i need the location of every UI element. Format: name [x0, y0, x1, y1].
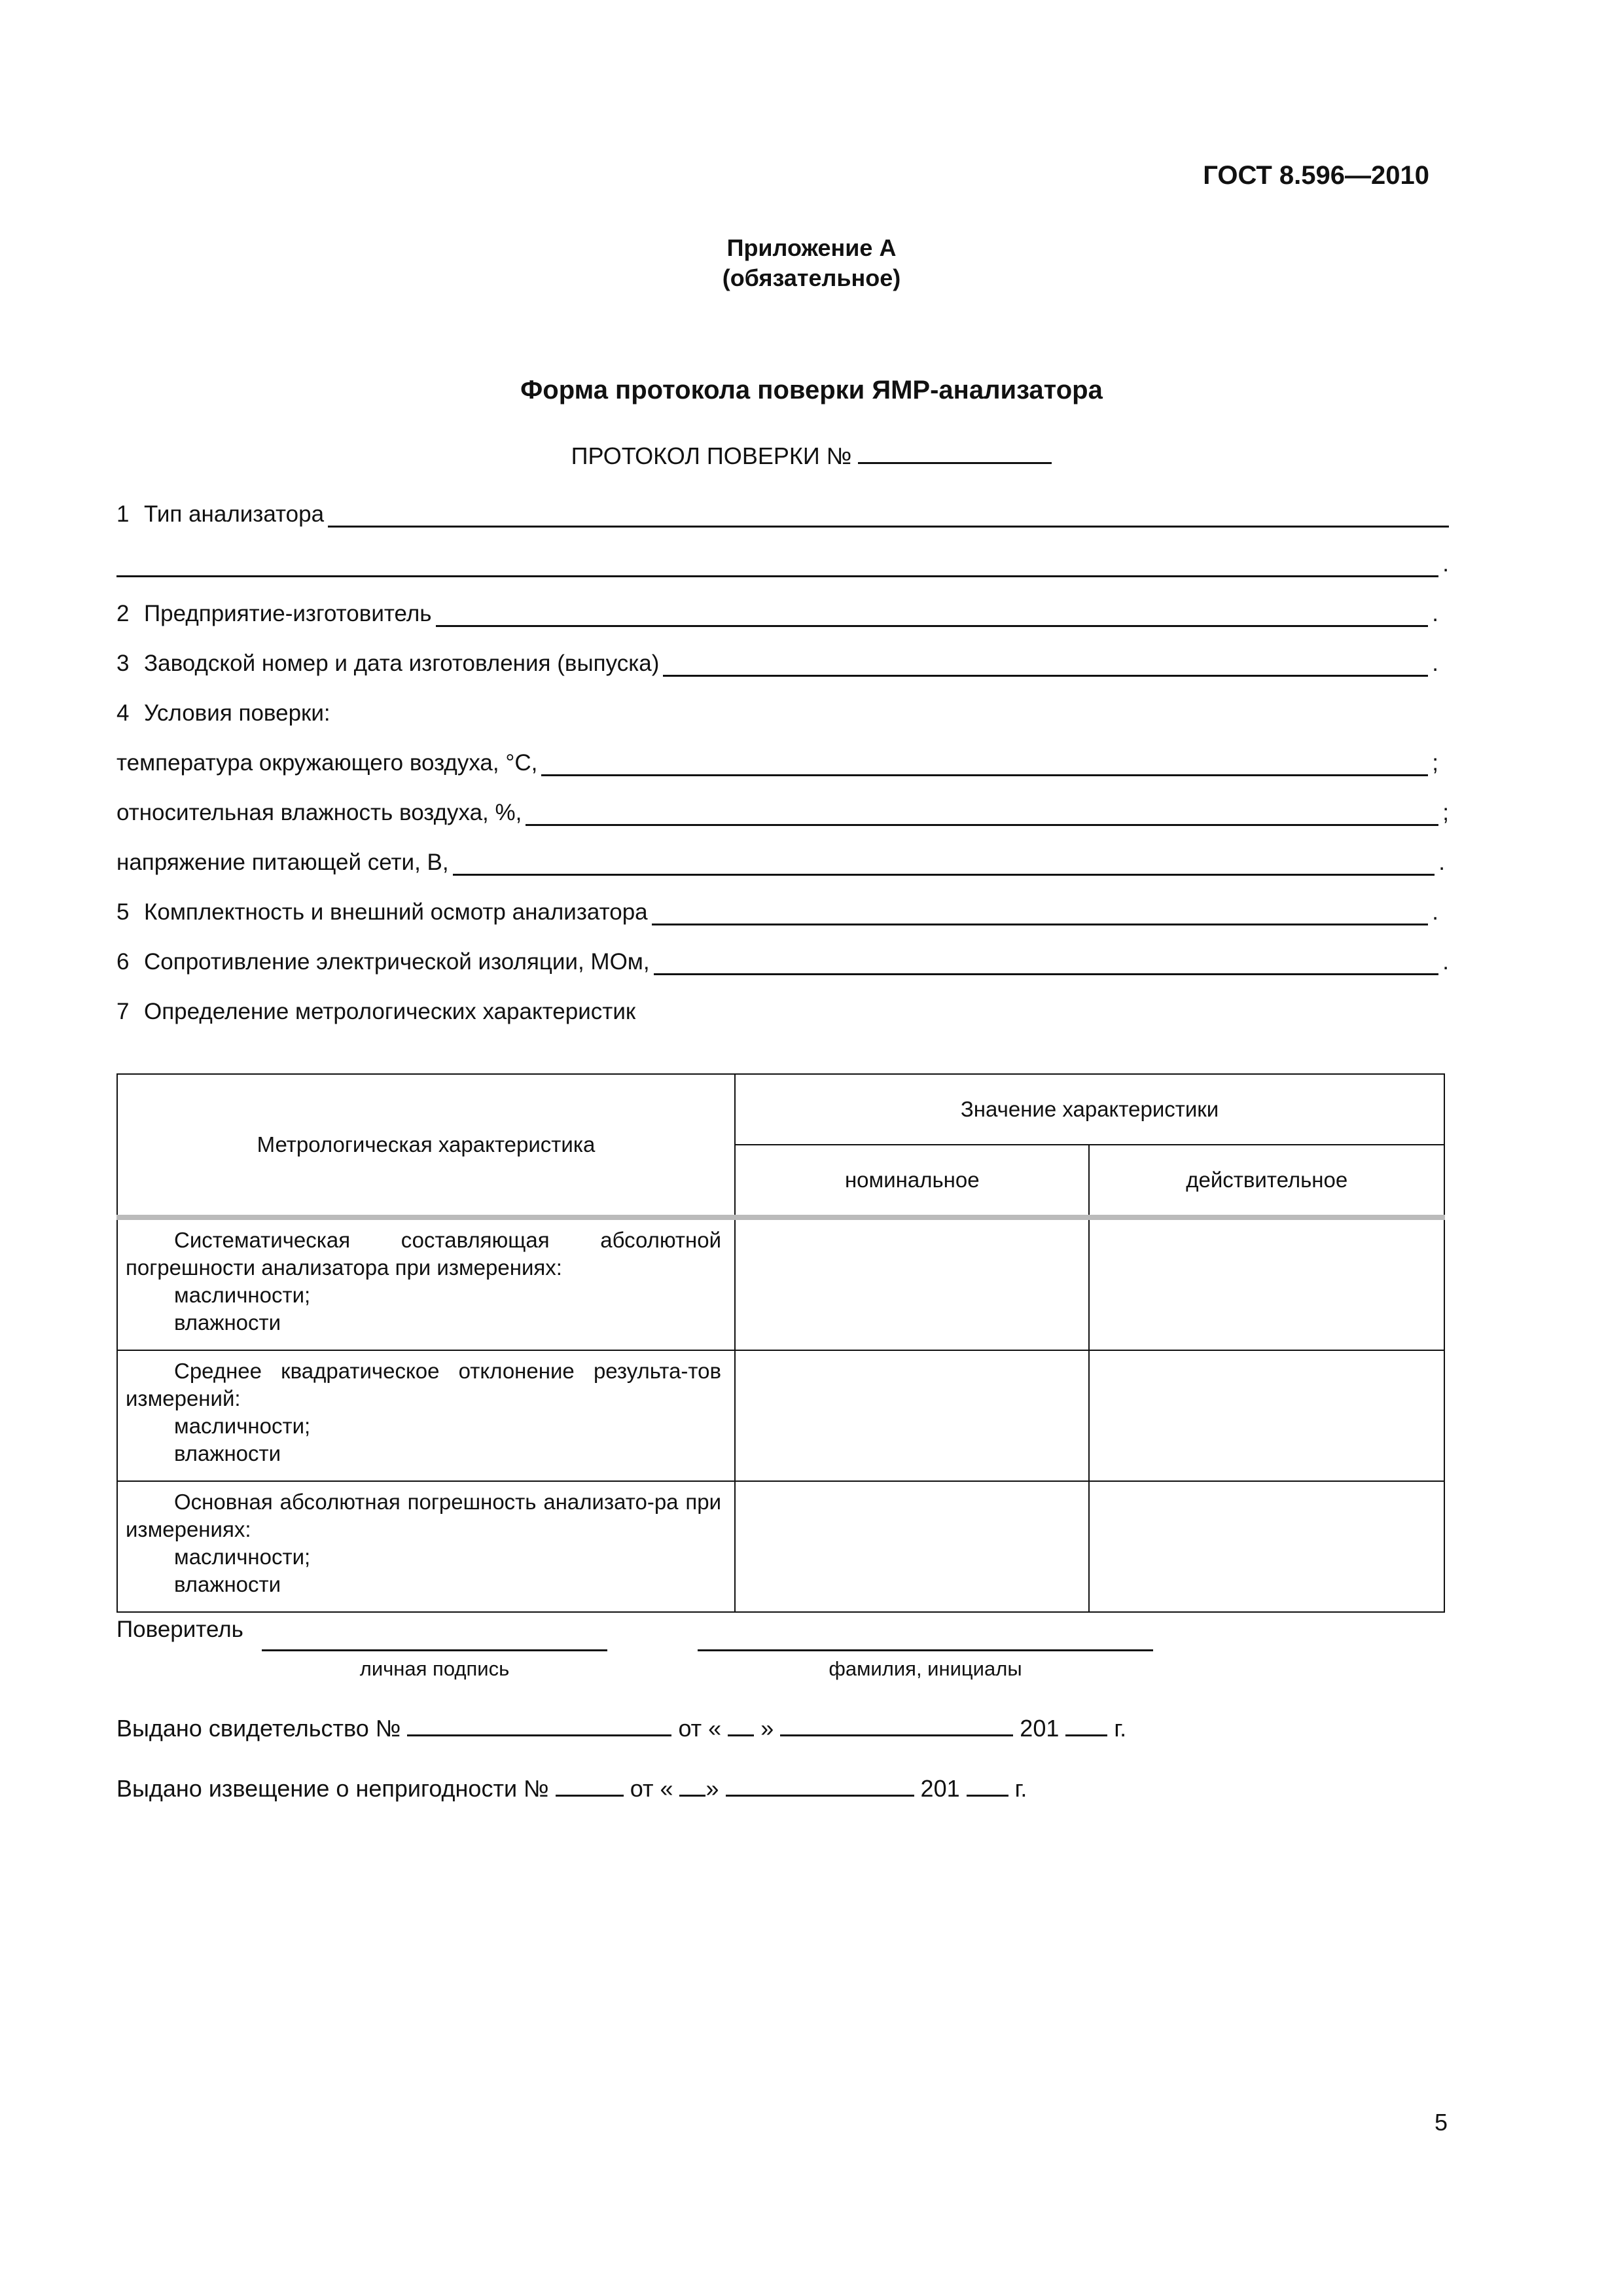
- item-conditions: [116, 695, 1438, 726]
- header-actual: действительное: [1089, 1145, 1444, 1217]
- notice-month-field[interactable]: [726, 1774, 914, 1797]
- notice-label: Выдано извещение о непригодности №: [116, 1775, 549, 1802]
- item-number: 6: [116, 949, 130, 975]
- notice-year-suffix: г.: [1014, 1775, 1027, 1802]
- item-number: 1: [116, 501, 130, 527]
- voltage-field[interactable]: [453, 849, 1435, 876]
- table-row: [117, 1481, 1444, 1612]
- line-end: .: [1442, 551, 1449, 577]
- actual-value-cell[interactable]: [1089, 1350, 1444, 1481]
- page-number: 5: [1434, 2109, 1448, 2136]
- certificate-label: Выдано свидетельство №: [116, 1715, 401, 1742]
- line-end: .: [1432, 651, 1438, 676]
- line-end: ;: [1432, 750, 1438, 776]
- characteristic-text: Основная абсолютная погрешность анализато-ра при измерениях:: [126, 1490, 722, 1541]
- temperature-field[interactable]: [541, 749, 1428, 776]
- notice-from: от «: [630, 1775, 673, 1802]
- item-completeness: [116, 894, 1438, 925]
- item-label: Определение метрологических характеристик: [144, 999, 636, 1024]
- name-field[interactable]: [698, 1648, 1153, 1651]
- notice-year-prefix: 201: [920, 1775, 960, 1802]
- completeness-field[interactable]: [652, 899, 1429, 925]
- characteristic-sub: масличности;: [174, 1414, 311, 1438]
- item-number: 5: [116, 899, 130, 925]
- header-nominal: номинальное: [735, 1145, 1089, 1217]
- item-label: Комплектность и внешний осмотр анализатора: [144, 899, 648, 925]
- certificate-line: [116, 1713, 1126, 1742]
- signature-caption: личная подпись: [359, 1657, 510, 1680]
- annex-title: Приложение А: [726, 234, 897, 261]
- item-number: 7: [116, 999, 130, 1024]
- item-number: 3: [116, 651, 130, 676]
- humidity-field[interactable]: [526, 799, 1438, 826]
- manufacturer-field[interactable]: [436, 600, 1429, 627]
- header-characteristic: Метрологическая характеристика: [117, 1074, 735, 1217]
- nominal-value-cell[interactable]: [735, 1481, 1089, 1612]
- item-analyzer-type-continuation: [116, 546, 1449, 577]
- notice-number-field[interactable]: [556, 1774, 624, 1797]
- line-end: .: [1432, 601, 1438, 626]
- metrology-table: [116, 1073, 1445, 1613]
- certificate-number-field[interactable]: [407, 1713, 671, 1736]
- verifier-label: Поверитель: [116, 1617, 243, 1642]
- certificate-year-suffix: г.: [1114, 1715, 1127, 1742]
- protocol-heading: [0, 440, 1623, 470]
- annex-status: (обязательное): [722, 264, 901, 291]
- certificate-quote: »: [760, 1715, 774, 1742]
- characteristic-text: Систематическая составляющая абсолютной погрешности анализатора при измерениях:: [126, 1228, 722, 1280]
- item-metrology: [116, 994, 1438, 1025]
- condition-label: относительная влажность воздуха, %,: [116, 800, 522, 825]
- line-end: .: [1432, 899, 1438, 925]
- item-number: 4: [116, 700, 130, 726]
- actual-value-cell[interactable]: [1089, 1217, 1444, 1350]
- table-header-row: [117, 1074, 1444, 1145]
- characteristic-text: Среднее квадратическое отклонение результа-тов измерений:: [126, 1359, 722, 1410]
- characteristic-cell: [117, 1481, 735, 1612]
- characteristic-cell: [117, 1350, 735, 1481]
- name-caption: фамилия, инициалы: [829, 1657, 1022, 1680]
- item-label: Тип анализатора: [144, 501, 325, 527]
- line-end: .: [1442, 949, 1449, 975]
- protocol-label: ПРОТОКОЛ ПОВЕРКИ №: [571, 442, 852, 469]
- condition-label: напряжение питающей сети, В,: [116, 850, 449, 875]
- characteristic-sub: масличности;: [174, 1283, 311, 1307]
- notice-line: [116, 1774, 1027, 1803]
- actual-value-cell[interactable]: [1089, 1481, 1444, 1612]
- item-serial-number: [116, 645, 1438, 677]
- notice-day-field[interactable]: [679, 1774, 705, 1797]
- analyzer-type-field[interactable]: [328, 501, 1449, 528]
- characteristic-sub: влажности: [174, 1572, 281, 1596]
- form-title: Форма протокола поверки ЯМР-анализатора: [520, 376, 1103, 404]
- certificate-year-prefix: 201: [1020, 1715, 1060, 1742]
- table-row: [117, 1350, 1444, 1481]
- line-end: .: [1438, 850, 1445, 875]
- characteristic-sub: масличности;: [174, 1545, 311, 1569]
- item-analyzer-type: [116, 496, 1449, 528]
- condition-humidity: [116, 795, 1449, 826]
- item-label: Условия поверки:: [144, 700, 330, 726]
- item-label: Предприятие-изготовитель: [144, 601, 432, 626]
- certificate-day-field[interactable]: [728, 1713, 754, 1736]
- certificate-month-field[interactable]: [780, 1713, 1013, 1736]
- table-row: [117, 1217, 1444, 1350]
- condition-label: температура окружающего воздуха, °С,: [116, 750, 538, 776]
- serial-number-field[interactable]: [663, 650, 1428, 677]
- characteristic-cell: [117, 1217, 735, 1350]
- notice-quote: »: [705, 1775, 719, 1802]
- notice-year-field[interactable]: [967, 1774, 1008, 1797]
- header-value: Значение характеристики: [735, 1074, 1444, 1145]
- insulation-field[interactable]: [654, 948, 1439, 975]
- signature-field[interactable]: [262, 1648, 607, 1651]
- certificate-year-field[interactable]: [1065, 1713, 1107, 1736]
- item-label: Заводской номер и дата изготовления (выпуска): [144, 651, 660, 676]
- item-number: 2: [116, 601, 130, 626]
- nominal-value-cell[interactable]: [735, 1350, 1089, 1481]
- characteristic-sub: влажности: [174, 1441, 281, 1465]
- condition-temperature: [116, 745, 1438, 776]
- nominal-value-cell[interactable]: [735, 1217, 1089, 1350]
- item-insulation: [116, 944, 1449, 975]
- standard-number: ГОСТ 8.596—2010: [1203, 161, 1429, 190]
- protocol-number-field[interactable]: [858, 440, 1052, 464]
- condition-voltage: [116, 844, 1445, 876]
- certificate-from: от «: [678, 1715, 722, 1742]
- characteristic-sub: влажности: [174, 1310, 281, 1335]
- item-label: Сопротивление электрической изоляции, МОм,: [144, 949, 650, 975]
- item-manufacturer: [116, 596, 1438, 627]
- analyzer-type-field-continuation[interactable]: [116, 550, 1438, 577]
- line-end: ;: [1442, 800, 1449, 825]
